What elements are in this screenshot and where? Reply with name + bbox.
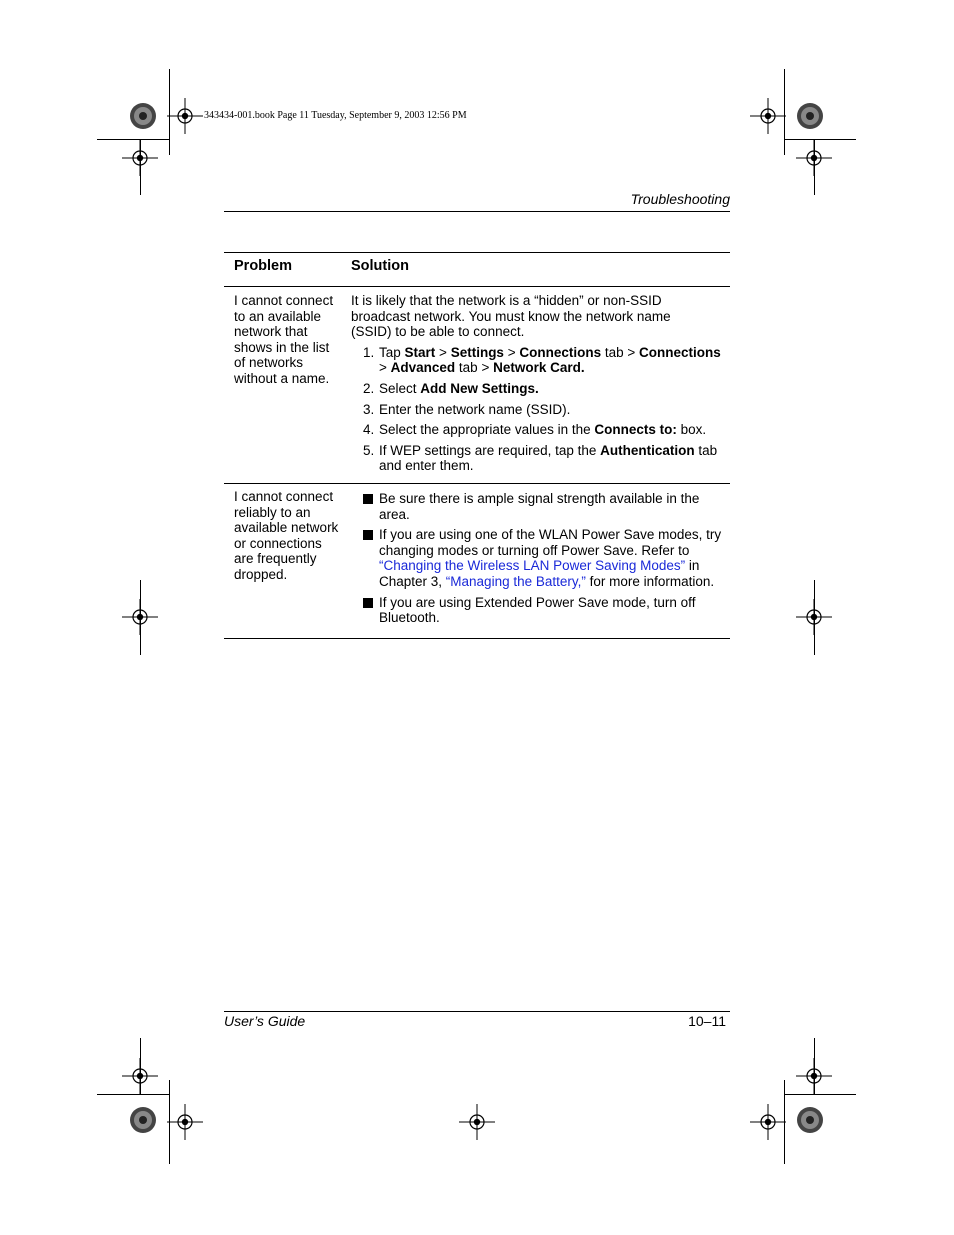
row1-intro: It is likely that the network is a “hidden” or non-SSID broadcast network. You must know the network name (SSID) to be able to connect. [351, 293, 671, 340]
footer-rule [224, 1011, 730, 1012]
link-managing-battery[interactable]: “Managing the Battery,” [445, 573, 586, 589]
bullet-3: If you are using Extended Power Save mode, turn off Bluetooth. [351, 595, 731, 626]
header-bottom-rule [224, 286, 730, 287]
step-1: 1. Tap Start > Settings > Connections tab > Connections > Advanced tab > Network Card. [363, 344, 721, 376]
step-3: 3. Enter the network name (SSID). [363, 401, 571, 417]
row2-problem: I cannot connect reliably to an available network or connections are frequently dropped. [234, 489, 339, 582]
row1-solution [351, 293, 731, 479]
link-changing-wlan-power-saving[interactable]: “Changing the Wireless LAN Power Saving Modes” [379, 558, 686, 574]
print-slug: 343434-001.book Page 11 Tuesday, September 9, 2003 12:56 PM [204, 110, 467, 121]
row1-problem: I cannot connect to an available network that shows in the list of networks without a name. [234, 293, 334, 386]
bullet-1: Be sure there is ample signal strength available in the area. [351, 491, 731, 522]
step-2: 2. Select Add New Settings. [363, 380, 539, 396]
footer-title: User’s Guide [224, 1013, 306, 1029]
table-bottom-rule [224, 638, 730, 639]
header-problem: Problem [234, 258, 293, 274]
bullet-square-icon [363, 530, 373, 540]
step-4: 4. Select the appropriate values in the Connects to: box. [363, 422, 707, 438]
header-solution: Solution [351, 258, 409, 274]
bullet-square-icon [363, 598, 373, 608]
step-5: 5. If WEP settings are required, tap the Authentication tab and enter them. [363, 442, 718, 474]
page-number: 10–11 [688, 1013, 726, 1029]
bullet-square-icon [363, 494, 373, 504]
table-top-rule [224, 252, 730, 253]
bullet-2: If you are using one of the WLAN Power Save modes, try changing modes or turning off Power Save. Refer to “Changing the Wireless LAN Power Saving Modes” in Chapter 3, “Managing the Battery,” for more information. [351, 527, 731, 589]
header-rule [224, 211, 730, 212]
running-head: Troubleshooting [630, 191, 730, 207]
row1-bottom-rule [224, 483, 730, 484]
row2-solution [351, 491, 731, 631]
